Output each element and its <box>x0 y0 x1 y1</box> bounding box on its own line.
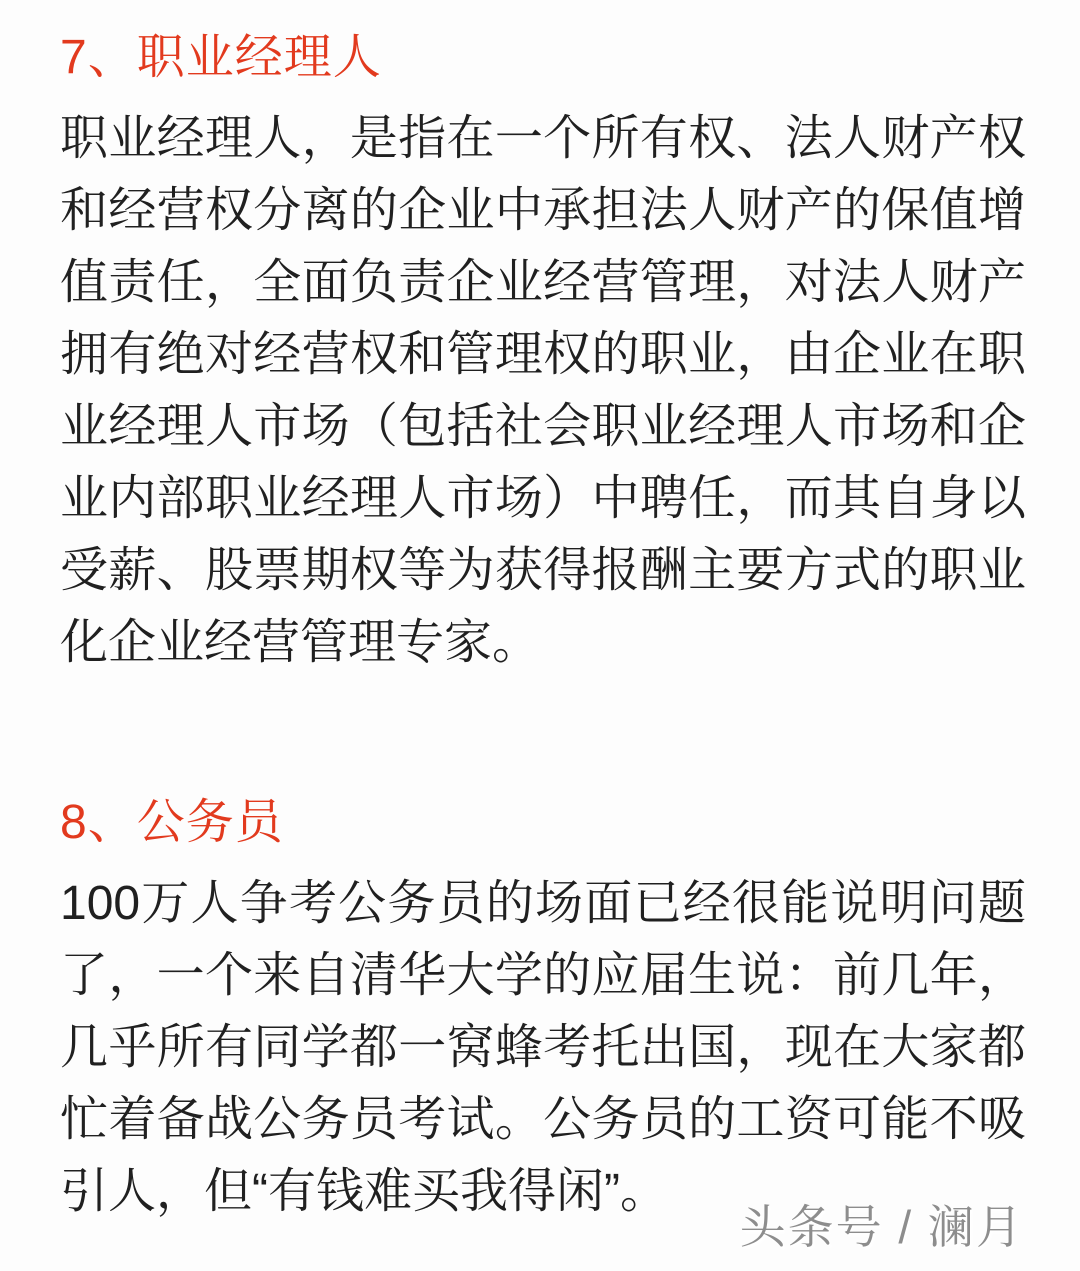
section-professional-manager <box>60 28 1026 679</box>
watermark: 头条号 / 澜月 <box>739 1201 1024 1253</box>
section-body-7: 职业经理人，是指在一个所有权、法人财产权和经营权分离的企业中承担法人财产的保值增值责任，全面负责企业经营管理，对法人财产拥有绝对经营权和管理权的职业，由企业在职业经理人市场（包括社会职业经理人市场和企业内部职业经理人市场）中聘任，而其自身以受薪、股票期权等为获得报酬主要方式的职业化企业经营管理专家。 <box>60 112 1026 669</box>
section-civil-servant <box>60 793 1026 1228</box>
section-body-8: 100万人争考公务员的场面已经很能说明问题了，一个来自清华大学的应届生说：前几年，几乎所有同学都一窝蜂考托出国，现在大家都忙着备战公务员考试。公务员的工资可能不吸引人，但“有钱难买我得闲”。 <box>60 877 1026 1218</box>
section-heading-7: 7、职业经理人 <box>60 31 382 84</box>
section-heading-8: 8、公务员 <box>60 796 284 849</box>
